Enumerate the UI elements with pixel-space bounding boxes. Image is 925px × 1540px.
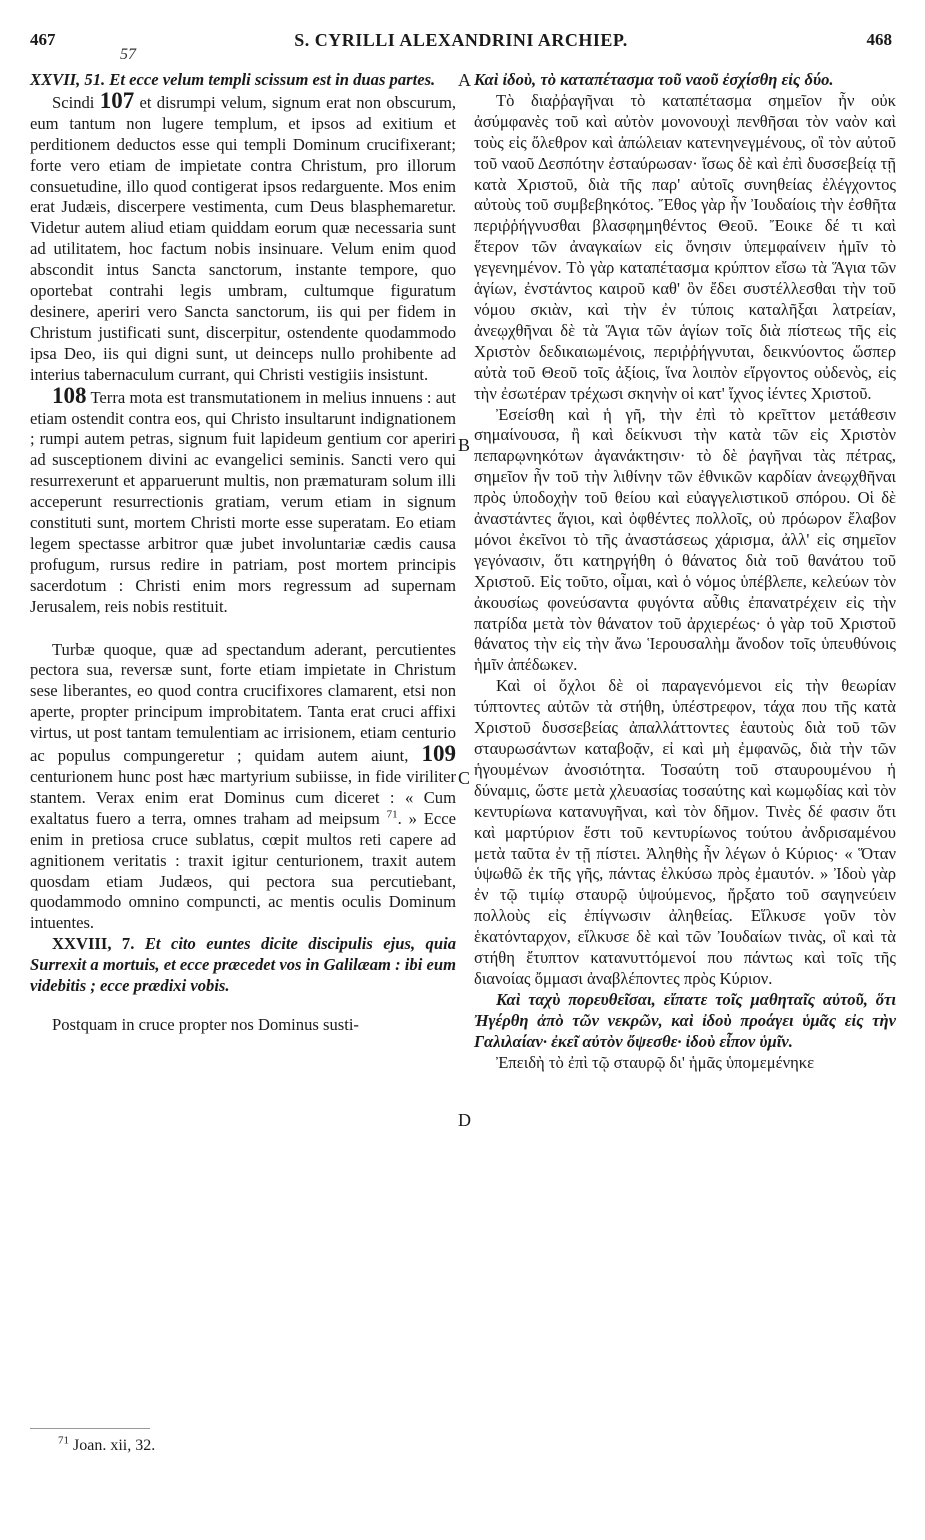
latin-text: . » Ecce enim in pretiosa cruce sublatus, cœpit multos reti capere ad agnitionem veritatis : traxit igitur centurionem, traxit autem quosdam etiam Judæos, qui pectora sua percutiebant, quodammodo omnino compuncti, ac mentis oculis Dominum intuentes. xyxy=(30,808,456,933)
greek-heading-2: Καὶ ταχὺ πορευθεῖσαι, εἴπατε τοῖς μαθηταῖς αὐτοῦ, ὅτι Ἠγέρθη ἀπὸ τῶν νεκρῶν, καὶ ἰδοὺ προάγει ὑμᾶς εἰς τὴν Γαλιλαίαν· ἐκεῖ αὐτὸν ὄψεσθε· ἰδοὺ εἶπον ὑμῖν. xyxy=(474,989,896,1051)
footnote xyxy=(58,1434,156,1455)
verse-ref: XXVIII, 7. xyxy=(52,934,135,954)
margin-letter-a: A xyxy=(458,70,471,90)
latin-column xyxy=(30,70,456,1036)
footnote-rule xyxy=(30,1428,150,1429)
latin-text: Terra mota est transmutationem in melius innuens : aut etiam ostendit contra eos, qui Christo insultarunt indignationem ; rumpi autem petras, signum fuit lapideum gentium cor aperiri ad susceptionem divini ac evangelici seminis. Sancti vero qui resurrexerunt et apparuerunt multis, non præmaturam solum illi acceperunt resurrectionis gratiam, verum etiam in signum constituti sunt, mortem Christi morte esse superatam. Eo etiam legem spectasse arbitror quæ jubet involuntariæ cædis causa profugum, rursus redire in patriam, post mortem principis sacerdotum : Christi enim mors regressum ad supernam Jerusalem, reis nobis restituit. xyxy=(30,387,456,616)
margin-letter-c: C xyxy=(458,768,471,788)
footnote-text: Joan. xii, 32. xyxy=(69,1437,156,1454)
margin-letter-d: D xyxy=(458,1110,471,1130)
latin-paragraph-1 xyxy=(30,87,457,386)
greek-heading-1: Καὶ ἰδοὺ, τὸ καταπέτασμα τοῦ ναοῦ ἐσχίσθη εἰς δύο. xyxy=(474,70,834,89)
greek-paragraph-1: Τὸ διαῤῥαγῆναι τὸ καταπέτασμα σημεῖον ἦν οὐκ ἀσύμφανὲς τοῦ καὶ αὐτὸν μονονουχὶ πενθῆσαι τὸν ναὸν καὶ τοὺς εἰς ὄλεθρον καὶ ἀπώλειαν κατενηνεγμένους, οἳ τὸν αὐτοῦ τοῦ ναοῦ Δεσπότην ἐσταύρωσαν· ἴσως δὲ καὶ ἐπὶ δυσσεβείᾳ τῇ κατὰ Χριστοῦ, διὰ τῆς παρ' αὐτοῖς συνηθείας ἐλέγχοντος αὐτοὺς τοῦ συμβεβηκότος. Ἔθος γὰρ ἦν Ἰουδαίοις τὴν ἐσθῆτα περιῤῥήγνυσθαι βλασφημηθέντος Θεοῦ. Ἔοικε δέ τι καὶ ἕτερον τῶν ἀναγκαίων εἰς ὄνησιν ὑπεμφαίνειν ἡμῖν τὸ γεγενημένον. Τὸ γὰρ καταπέτασμα κρύπτον εἴσω τὰ Ἅγια τῶν ἁγίων, ἐνστάντος καιροῦ καθ' ὃν ἔδει συστέλλεσθαι τὴν τοῦ νόμου σκιὰν, καὶ τὴν ἐν τύποις καταλῆξαι λατρείαν, ἀνεῳχθῆναι δὲ τὰ Ἅγια τῶν ἁγίων τοῖς διὰ πίστεως τῆς εἰς Χριστὸν δεδικαιωμένοις, περιῤῥήγνυται, δεικνύοντος ὥσπερ αὐτὰ τοῦ Θεοῦ τοῖς ἀξίοις, ἵνα λοιπὸν εἴργοντος οὐδενὸς, εἰς τὴν ἐσωτέραν τρέχωσι σκηνὴν οἱ κατ' ἴχνος ἰέντες Χριστοῦ. xyxy=(474,90,896,403)
section-number-109: 109 xyxy=(421,741,456,767)
latin-heading-1: XXVII, 51. Et ecce velum templi scissum est in duas partes. xyxy=(30,70,436,89)
latin-text: et disrumpi velum, signum erat non obscurum, eum tantum non lugere templum, et ipsos ad exitium et perditionem deductos esse qui templi Dominum crucifixerant; forte vero etiam de impietate contra Christum, pro illorum consuetudine, illo quod contigerat ipsos redarguente. Mos enim erat Judæis, discerpere vestimenta, cum Deus blasphemaretur. Videtur autem aliud etiam quiddam eorum quæ necessaria sunt ad utilitatem, hoc factum nobis insinuare. Velum enim quod abscondit intus Sancta sanctorum, instante tempore, quo oportebat contrahi legis umbram, cultumque figuratum desinere, aperiri vero Sancta sanctorum, iis qui per fidem in Christum justificati sunt, discerpitur, ostendente quodammodo ipsa Deo, iis qui digni sunt, ut deinceps nullo prohibente ad interius tabernaculum currant, qui Christi vestigiis insistunt. xyxy=(30,92,457,384)
latin-text: centurionem hunc post hæc martyrium subiisse, in fide viriliter stantem. Verax enim erat Dominus cum diceret : « Cum exaltatus fuero a terra, omnes traham ad meipsum xyxy=(30,767,456,828)
verse-text: Et cito euntes dicite discipulis ejus, quia Surrexit a mortuis, et ecce præcedet vos in Galilæam : ibi eum videbitis ; ecce prædixi vobis. xyxy=(30,934,456,996)
greek-paragraph-4: Ἐπειδὴ τὸ ἐπὶ τῷ σταυρῷ δι' ἡμᾶς ὑπομεμένηκε xyxy=(496,1052,815,1072)
margin-letter-b: B xyxy=(458,435,471,455)
greek-paragraph-2: Ἐσείσθη καὶ ἡ γῆ, τὴν ἐπὶ τὸ κρεῖττον μετάθεσιν σημαίνουσα, ἢ καὶ δείκνυσι τὴν κατὰ τῶν εἰς Χριστὸν πεπαρῳνηκότων ἀγανάκτησιν· τὸ δὲ ῥαγῆναι τὰς πέτρας, σημεῖον ἦν τοῦ τὴν λιθίνην τῶν ἐθνικῶν καρδίαν ἀνεῳχθῆναι πρὸς ὑποδοχὴν τοῦ θείου καὶ εὐαγγελιστικοῦ σπόρου. Οἱ δὲ ἀναστάντες ἅγιοι, καὶ ὀφθέντες πολλοῖς, οὐ πρόωρον ἔλαβον μόνοι ἐκεῖνοι τὸ τῆς ἀναστάσεως χάρισμα, ἀλλ' εἰς σημεῖον γεγόνασιν, ὅτι κατηργήθη ὁ θάνατος διὰ τοῦ θανάτου τοῦ Χριστοῦ. Εἰς τοῦτο, οἶμαι, καὶ ὁ νόμος ὑπέβλεπε, κελεύων τὸν ἀκουσίως φονεύσαντα φυγόντα αὖθις ἐπανατρέχειν εἰς τὴν πατρίδα μετὰ τὸν θάνατον τοῦ ἀρχιερέως· ὁ γὰρ τοῦ Χριστοῦ θάνατος τὴν εἰς τὴν ἄνω Ἱερουσαλὴμ ἄνοδον τοῖς ὑπευθύνοις ἡμῖν ἀπέδωκεν. xyxy=(474,404,896,675)
latin-paragraph-4: Postquam in cruce propter nos Dominus susti- xyxy=(52,1014,359,1034)
latin-text: Scindi xyxy=(52,92,100,112)
latin-paragraph-2 xyxy=(30,382,456,618)
page-number-right: 468 xyxy=(866,30,892,49)
running-title: S. CYRILLI ALEXANDRINI ARCHIEP. xyxy=(294,30,628,50)
page-number-left: 467 xyxy=(30,30,56,49)
greek-paragraph-3: Καὶ οἱ ὄχλοι δὲ οἱ παραγενόμενοι εἰς τὴν θεωρίαν τύπτοντες αὐτῶν τὰ στήθη, ὑπέστρεφον, τάχα που τῆς κατὰ Χριστοῦ δυσσεβείας ἀπαλλάττοντες ἑαυτοὺς διὰ τοῦ τῶν σταυρωσάντων καταβοᾷν, εἰ καὶ μὴ ἐμφανῶς, διὰ τὴν τῶν ἡγουμένων ἀνοσιότητα. Τοσαύτη τοῦ σταυρουμένου ἡ δύναμις, ὥστε μετὰ χλευασίας τοσαύτης καὶ κωμῳδίας καὶ τὸν κεντυρίωνα κατανυγῆναι, καὶ τὸν δῆμον. Τινὲς δέ φασιν ὅτι καὶ μαρτύριον ἔστι τοῦ κεντυρίωνος τούτου ἀνδρισαμένου μετὰ ταῦτα ἐν τῇ πίστει. Ἀληθὴς ἦν λέγων ὁ Κύριος· « Ὅταν ὑψωθῶ ἐκ τῆς γῆς, πάντας ἑλκύσω πρὸς ἐμαυτόν. » Ἰδοὺ γὰρ ἐν τῷ τιμίῳ σταυρῷ ὑψούμενος, ἤρξατο τοῦ σαγηνεύειν πολλοὺς εἰς ἐπίγνωσιν ἀληθείας. Εἵλκυσε γοῦν τὸν ἑκατόνταρχον, εἵλκυσε δὲ καὶ τῶν Ἰουδαίων τινὰς, οἳ καὶ τὰ στήθη ἔτυπτον κατανυττόμενοί που πάντως καὶ τοῖς τῆς διανοίας ὄμμασι ἀναβλέποντες πρὸς Κύριον. xyxy=(474,676,896,988)
section-number-108: 108 xyxy=(52,382,87,408)
greek-column xyxy=(474,70,896,1074)
latin-text: Turbæ quoque, quæ ad spectandum aderant, percutientes pectora sua, reversæ sunt, forte etiam impietate in Christum sese liberantes, eo quod contra crucifixores clamarent, etsi non aperte, propter principum improbitatem. Tanta erat cruci affixi virtus, ut post tantam temulentiam ac irrisionem, etiam centurio ac populus compungeretur ; quidam autem aiunt, xyxy=(30,639,456,766)
latin-paragraph-3 xyxy=(30,640,456,935)
page-header xyxy=(30,30,892,56)
latin-heading-2 xyxy=(30,934,456,997)
handwritten-note: 57 xyxy=(120,46,136,63)
section-number-107: 107 xyxy=(99,87,135,113)
footnote-ref: 71 xyxy=(386,808,398,821)
footnote-marker: 71 xyxy=(58,1434,69,1447)
